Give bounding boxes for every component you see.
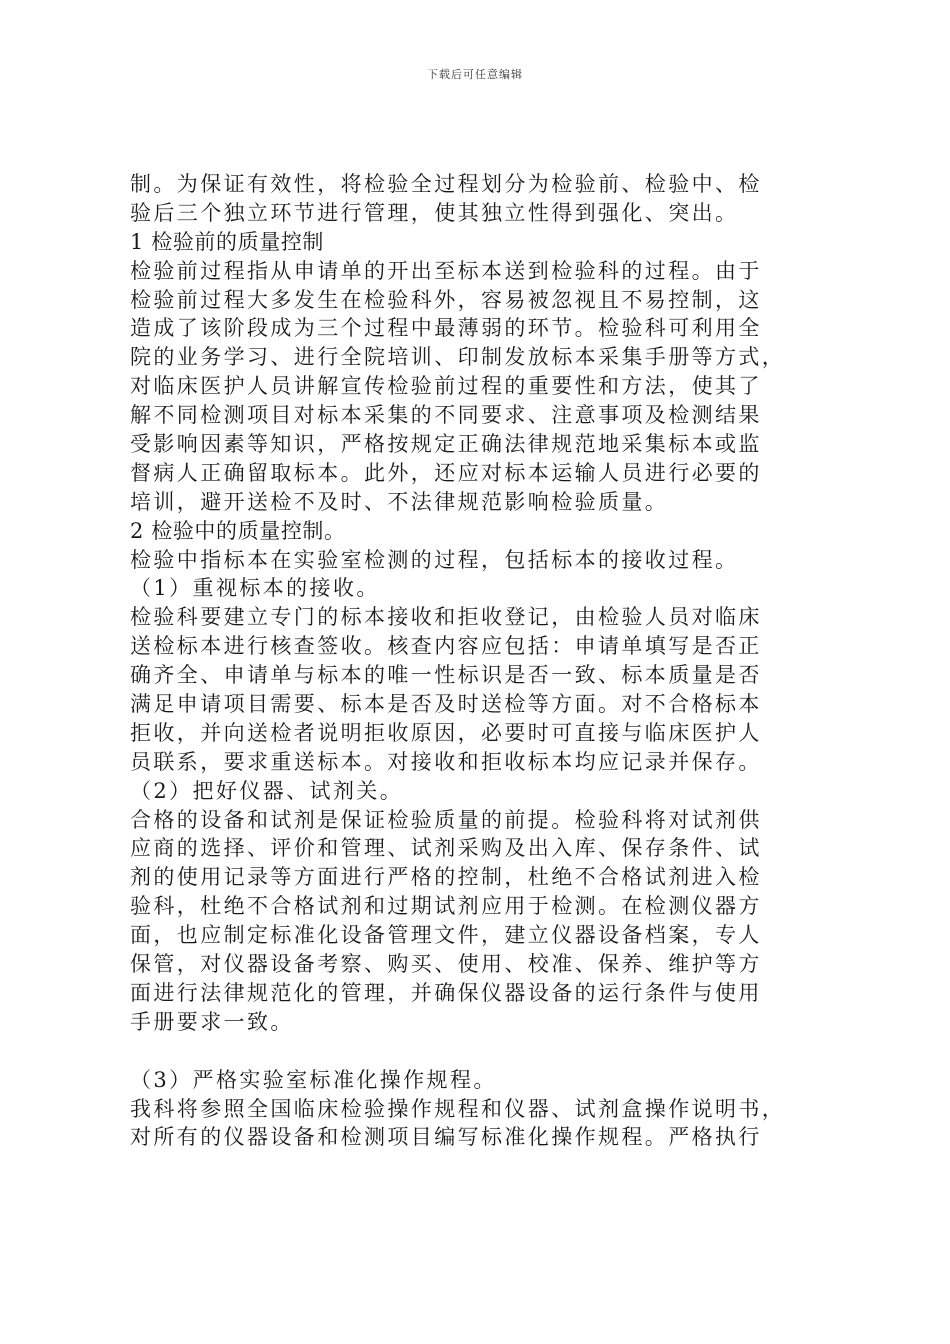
text-line: 检验科要建立专门的标本接收和拒收登记，由检验人员对临床 (130, 605, 762, 630)
text-line: 应商的选择、评价和管理、试剂采购及出入库、保存条件、试 (130, 836, 762, 861)
section-heading: 1 检验前的质量控制 (130, 229, 325, 254)
text-line: 送检标本进行核查签收。核查内容应包括：申请单填写是否正 (130, 634, 762, 659)
text-line: 督病人正确留取标本。此外，还应对标本运输人员进行必要的 (130, 460, 762, 485)
text-line: 剂的使用记录等方面进行严格的控制，杜绝不合格试剂进入检 (130, 865, 762, 890)
text-line: 面进行法律规范化的管理，并确保仪器设备的运行条件与使用 (130, 980, 762, 1005)
document-body (130, 170, 830, 1152)
text-line: 院的业务学习、进行全院培训、印制发放标本采集手册等方式， (130, 345, 786, 370)
text-line: 满足申请项目需要、标本是否及时送检等方面。对不合格标本 (130, 692, 762, 717)
text-line: 员联系，要求重送标本。对接收和拒收标本均应记录并保存。 (130, 749, 762, 774)
text-line: 合格的设备和试剂是保证检验质量的前提。检验科将对试剂供 (130, 807, 762, 832)
text-line: 对所有的仪器设备和检测项目编写标准化操作规程。严格执行 (130, 1125, 762, 1150)
text-line: 保管，对仪器设备考察、购买、使用、校准、保养、维护等方 (130, 952, 762, 977)
subsection-heading: （3）严格实验室标准化操作规程。 (130, 1067, 497, 1092)
page-header: 下载后可任意编辑 (427, 68, 523, 81)
text-line: 受影响因素等知识，严格按规定正确法律规范地采集标本或监 (130, 432, 762, 457)
blank-line (130, 1037, 830, 1066)
text-line: 面，也应制定标准化设备管理文件，建立仪器设备档案，专人 (130, 923, 762, 948)
text-line: 验科，杜绝不合格试剂和过期试剂应用于检测。在检测仪器方 (130, 894, 762, 919)
text-line: 确齐全、申请单与标本的唯一性标识是否一致、标本质量是否 (130, 663, 762, 688)
subsection-heading: （1）重视标本的接收。 (130, 576, 380, 601)
text-line: 手册要求一致。 (130, 1009, 294, 1034)
text-line: 检验前过程指从申请单的开出至标本送到检验科的过程。由于 (130, 258, 762, 283)
text-line: 制。为保证有效性，将检验全过程划分为检验前、检验中、检 (130, 172, 762, 196)
subsection-heading: （2）把好仪器、试剂关。 (130, 778, 404, 803)
text-line: 拒收，并向送检者说明拒收原因，必要时可直接与临床医护人 (130, 720, 762, 745)
text-line: 解不同检测项目对标本采集的不同要求、注意事项及检测结果 (130, 403, 762, 428)
text-line: 造成了该阶段成为三个过程中最薄弱的环节。检验科可利用全 (130, 316, 762, 341)
text-line: 验后三个独立环节进行管理，使其独立性得到强化、突出。 (130, 200, 739, 225)
text-line: 检验前过程大多发生在检验科外，容易被忽视且不易控制，这 (130, 287, 762, 312)
section-heading: 2 检验中的质量控制。 (130, 518, 346, 543)
text-line: 检验中指标本在实验室检测的过程，包括标本的接收过程。 (130, 547, 739, 572)
text-line: 培训，避开送检不及时、不法律规范影响检验质量。 (130, 489, 669, 514)
text-line: 我科将参照全国临床检验操作规程和仪器、试剂盒操作说明书， (130, 1096, 786, 1121)
text-line: 对临床医护人员讲解宣传检验前过程的重要性和方法，使其了 (130, 374, 762, 399)
